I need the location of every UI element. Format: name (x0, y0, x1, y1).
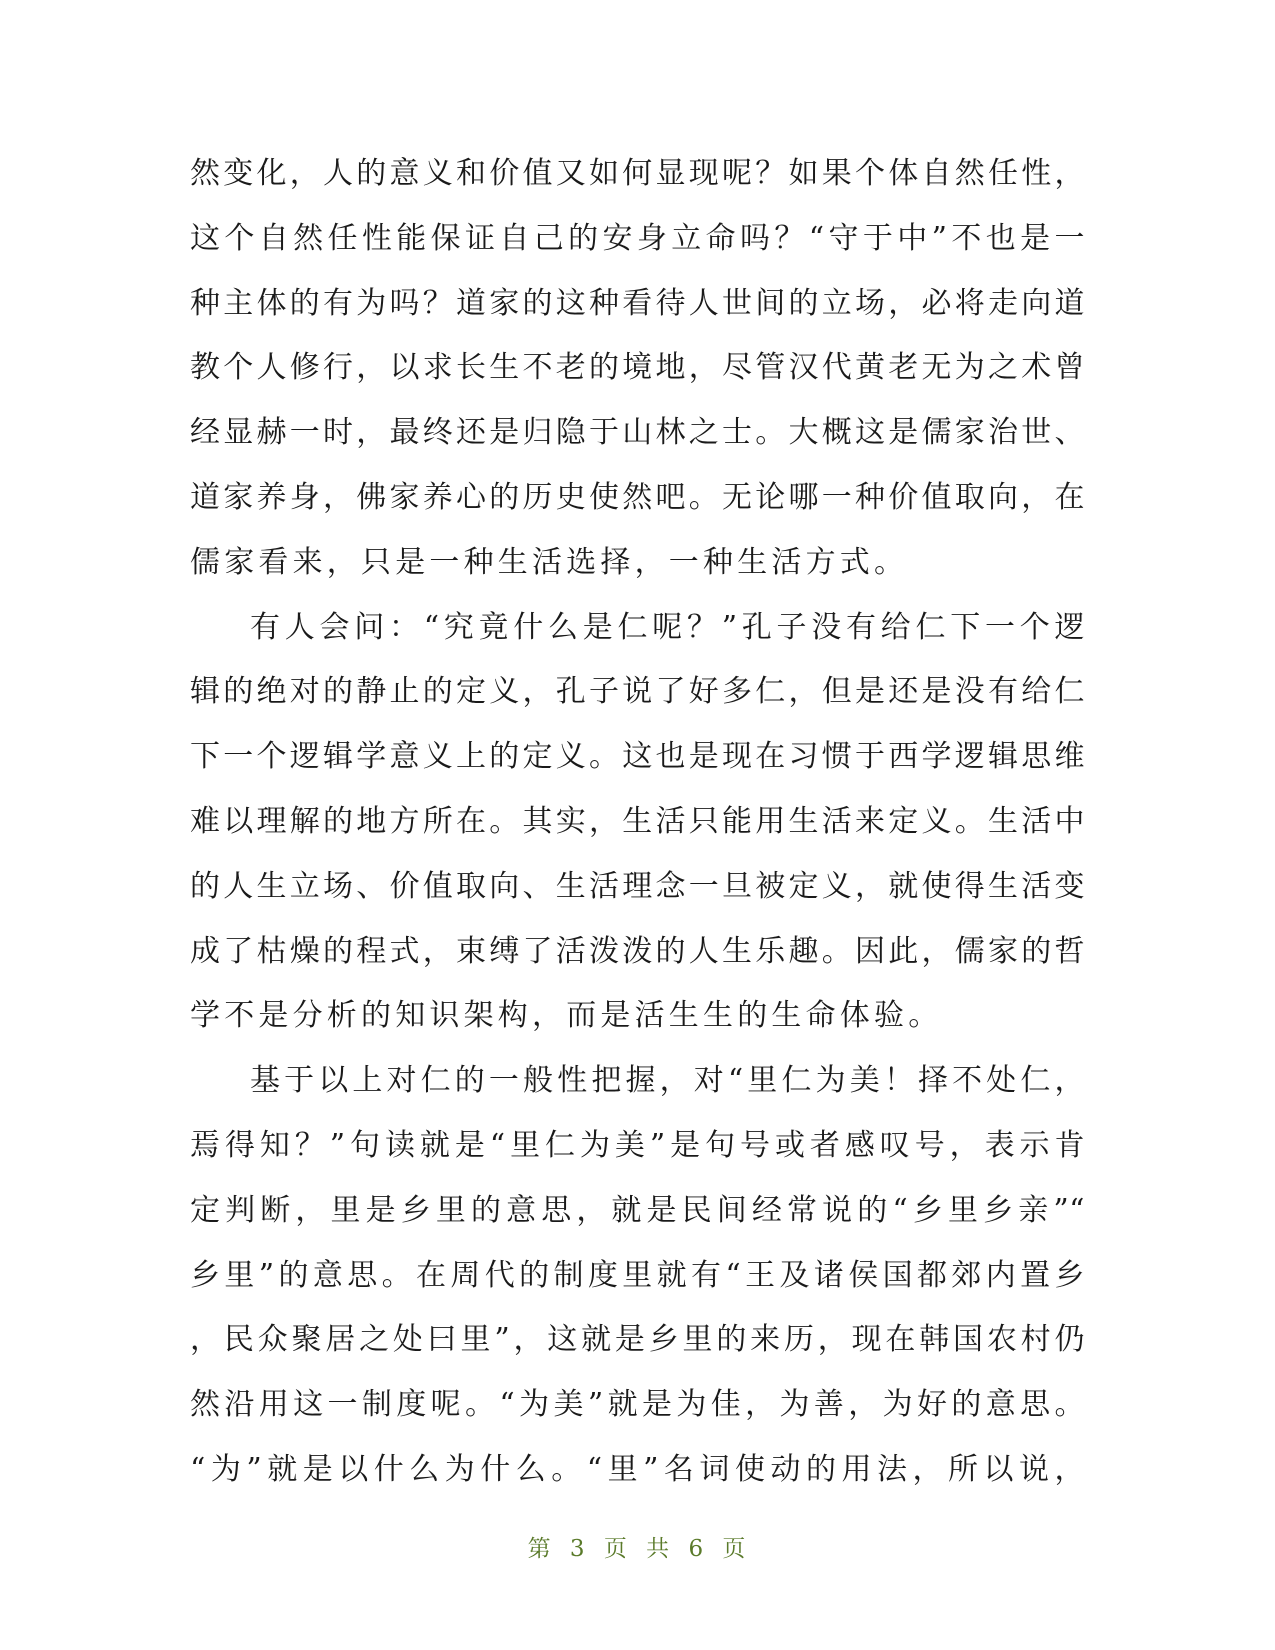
text-line: 难以理解的地方所在。其实，生活只能用生活来定义。生活中 (190, 803, 1085, 839)
text-line: 学不是分析的知识架构，而是活生生的生命体验。 (190, 998, 943, 1034)
body-text (190, 142, 1085, 1503)
paragraph-start-line: 基于以上对仁的一般性把握，对“里仁为美！择不处仁， (250, 1063, 1085, 1099)
text-line: 道家养身，佛家养心的历史使然吧。无论哪一种价值取向，在 (190, 479, 1085, 515)
text-line: 辑的绝对的静止的定义，孔子说了好多仁，但是还是没有给仁 (190, 674, 1085, 710)
text-line: 经显赫一时，最终还是归隐于山林之士。大概这是儒家治世、 (190, 415, 1085, 451)
text-line: 定判断，里是乡里的意思，就是民间经常说的“乡里乡亲”“ (190, 1192, 1085, 1228)
text-line: 教个人修行，以求长生不老的境地，尽管汉代黄老无为之术曾 (190, 350, 1085, 386)
paragraph-start-line: 有人会问：“究竟什么是仁呢？”孔子没有给仁下一个逻 (250, 609, 1085, 645)
text-line: 儒家看来，只是一种生活选择，一种生活方式。 (190, 544, 909, 580)
text-line: ，民众聚居之处曰里”，这就是乡里的来历，现在韩国农村仍 (190, 1322, 1085, 1358)
text-line: 乡里”的意思。在周代的制度里就有“王及诸侯国都郊内置乡 (190, 1257, 1085, 1293)
text-line: 焉得知？”句读就是“里仁为美”是句号或者感叹号，表示肯 (190, 1127, 1085, 1163)
text-line: 这个自然任性能保证自己的安身立命吗？“守于中”不也是一 (190, 220, 1085, 256)
text-line: 然变化，人的意义和价值又如何显现呢？如果个体自然任性， (190, 156, 1085, 191)
text-line: 种主体的有为吗？道家的这种看待人世间的立场，必将走向道 (190, 285, 1085, 321)
text-line: 的人生立场、价值取向、生活理念一旦被定义，就使得生活变 (190, 868, 1085, 904)
page-number-footer: 第 3 页 共 6 页 (527, 1536, 748, 1562)
text-line: 成了枯燥的程式，束缚了活泼泼的人生乐趣。因此，儒家的哲 (190, 933, 1085, 969)
text-line: 然沿用这一制度呢。“为美”就是为佳，为善，为好的意思。 (190, 1387, 1085, 1423)
text-line: 下一个逻辑学意义上的定义。这也是现在习惯于西学逻辑思维 (190, 739, 1085, 775)
text-line: “为”就是以什么为什么。“里”名词使动的用法，所以说， (190, 1451, 1085, 1487)
